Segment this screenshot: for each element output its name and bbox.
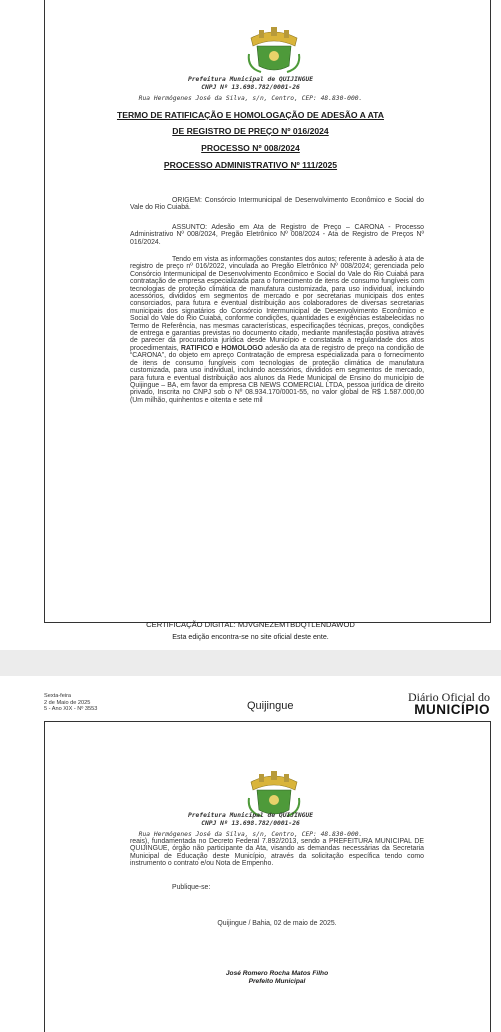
certificacao-digital: CERTIFICAÇÃO DIGITAL: MJVGNEZEMTBDQTLENDAWOD [146, 620, 355, 629]
doc-title-line-3: PROCESSO Nº 008/2024 [201, 143, 300, 153]
place-and-date: Quijingue / Bahia, 02 de maio de 2025. [217, 920, 337, 927]
municipio-label: MUNICÍPIO [414, 702, 490, 717]
edition-note: Esta edição encontra-se no site oficial deste ente. [172, 633, 329, 641]
edition-number: 5 - Ano XIX - Nº 3553 [44, 706, 98, 713]
prefeitura-name: Prefeitura Municipal de QUIJINGUE [187, 76, 314, 83]
signature-block [130, 970, 424, 986]
doc-title-line-2: DE REGISTRO DE PREÇO Nº 016/2024 [172, 126, 329, 136]
address: Rua Hermógenes José da Silva, s/n, Centro, CEP: 48.830-000. [138, 831, 363, 838]
body-emphasis: RATIFICO e HOMOLOGO [180, 344, 264, 352]
prefeitura-name: Prefeitura Municipal de QUIJINGUE [187, 812, 314, 819]
body-paragraph [130, 256, 424, 404]
page-2 [0, 676, 501, 1024]
doc-title-line-1: TERMO DE RATIFICAÇÃO E HOMOLOGAÇÃO DE ADESÃO A ATA [116, 110, 385, 120]
cnpj: CNPJ Nº 13.698.782/0001-26 [201, 820, 300, 827]
cnpj: CNPJ Nº 13.698.782/0001-26 [201, 84, 300, 91]
letterhead [0, 76, 501, 103]
body-text-before: Tendo em vista as informações constantes dos autos; referente à adesão à ata de registro de preço nº 016/2022, vinculada ao Pregão Eletrônico Nº 008/2024; gerenciada pelo Consórcio Intermunicipal de Desenvolvimento Econômico e Social do Vale do Rio Cuiabá para contratação de empresa especializada para o fornecimento de itens de consumo fungíveis com tecnologias de proteção climática de manufatura customizada, para uso individual, incluindo acessórios, divididos em segmentos de mercado e por secretarias municipais dos entes consorciados, para futura e eventual distribuição aos colaboradores de diversas secretarias municipais dos signatários do Consórcio Intermunicipal de Desenvolvimento Econômico e Social do Vale do Rio Cuiabá, conforme condições, quantidades e exigências estabelecidas no Termo de Referência, nas mesmas características, especificações técnicas, preços, condições de entrega e garantias previstas no documento citado, mediante manifestação positiva através de parecer da procuradoria jurídica desde Município e constatada a regularidade dos atos procedimentais, [130, 256, 424, 352]
page-separator [0, 650, 501, 676]
address: Rua Hermógenes José da Silva, s/n, Centro, CEP: 48.830-000. [138, 95, 363, 102]
signer-role: Prefeito Municipal [248, 978, 306, 986]
publique-se: Publique-se: [172, 884, 211, 891]
municipal-crest-icon [245, 24, 303, 76]
weekday: Sexta-feira [44, 693, 72, 699]
city-name: Quijingue [247, 700, 294, 712]
letterhead [0, 812, 501, 839]
assunto-paragraph: ASSUNTO: Adesão em Ata de Registro de Preço – CARONA - Processo Administrativo Nº 008/2024, Pregão Eletrônico Nº 008/2024 - Ata de Registro de Preços Nº 016/2024. [130, 224, 424, 246]
continuation-paragraph: reais), fundamentada no Decreto Federal 7.892/2013, sendo a PREFEITURA MUNICIPAL DE QUIJINGUE, órgão não participante da Ata, visando as demandas necessárias da Secretaria Municipal de Educação deste Município, através da solicitação específica tendo como instrumento o contrato e/ou Nota de Empenho. [130, 838, 424, 868]
doc-title-line-4: PROCESSO ADMINISTRATIVO Nº 111/2025 [163, 160, 338, 170]
body-text-after: adesão da ata de registro de preço na condição de “CARONA”, do objeto em apreço Contratação de empresa especializada para o fornecimento de itens de consumo fungíveis com tecnologias de proteção climática de manufatura customizada, para uso individual, incluindo acessórios, divididos em segmentos de mercado, para futura e eventual distribuição aos alunos da Rede Municipal de Ensino do município de Quijingue – BA, em favor da empresa CB NEWS COMERCIAL LTDA, pessoa jurídica de direito privado, Inscrita no CNPJ sob o Nº 08.934.170/0001-55, no valor global de R$ 1.587.000,00 (Um milhão, quinhentos e oitenta e sete mil [130, 344, 424, 404]
origem-paragraph: ORIGEM: Consórcio Intermunicipal de Desenvolvimento Econômico e Social do Vale do Rio Cuiabá. [130, 197, 424, 212]
signer-name: José Romero Rocha Matos Filho [225, 970, 329, 977]
diario-oficial-label: Diário Oficial do [408, 690, 490, 704]
edition-date: 2 de Maio de 2025 [44, 699, 91, 706]
edition-info [44, 693, 97, 713]
